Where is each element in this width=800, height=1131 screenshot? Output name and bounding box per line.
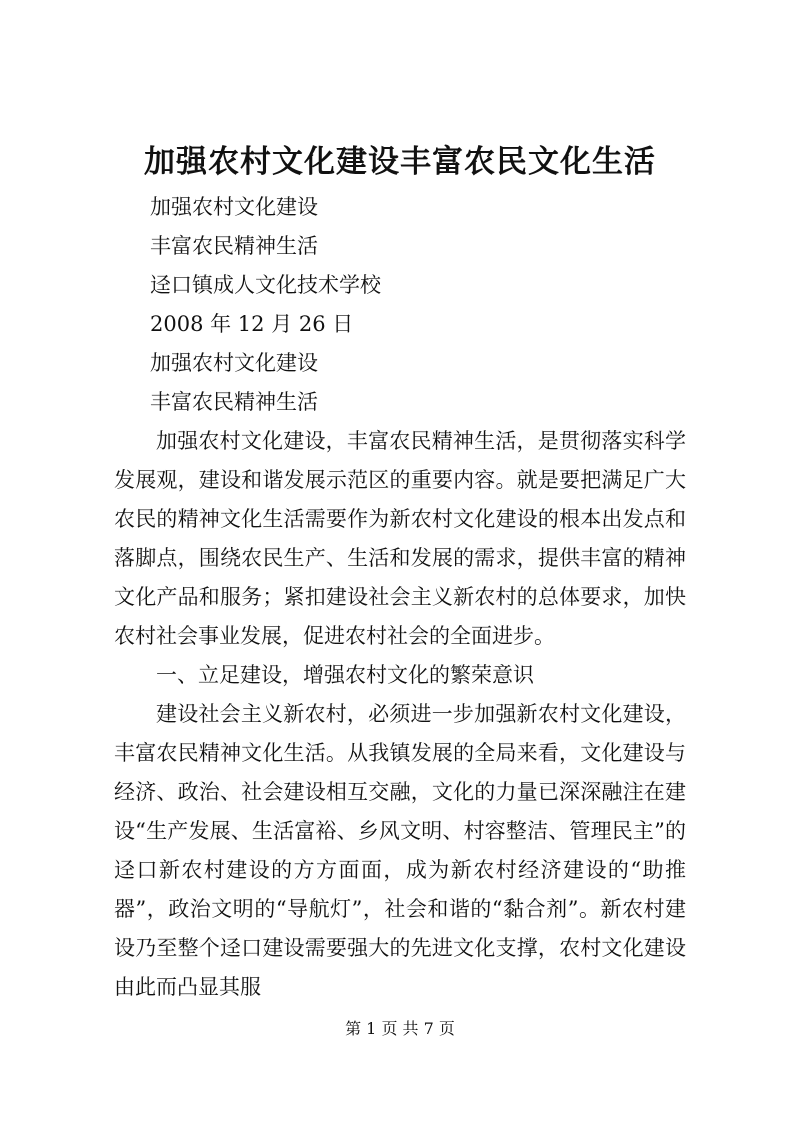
body-paragraph: 建设社会主义新农村，必须进一步加强新农村文化建设，丰富农民精神文化生活。从我镇发展的全局来看，文化建设与经济、政治、社会建设相互交融，文化的力量已深深融注在建设“生产发展、生活富裕、乡风文明、村容整洁、管理民主”的迳口新农村建设的方方面面，成为新农村经济建设的“助推器”，政治文明的“导航灯”，社会和谐的“黏合剂”。新农村建设乃至整个迳口建设需要强大的先进文化支撑，农村文化建设由此而凸显其服 [114,702,686,999]
document-body [114,188,686,1007]
subtitle-line: 加强农村文化建设 [150,351,318,375]
page-footer [0,1018,800,1040]
document-title: 加强农村文化建设丰富农民文化生活 [144,144,656,180]
date-line: 2008 年 12 月 26 日 [150,312,354,336]
author-line: 迳口镇成人文化技术学校 [150,273,381,297]
subtitle-line: 加强农村文化建设 [150,195,318,219]
subtitle-line: 丰富农民精神生活 [150,234,318,258]
subtitle-line: 丰富农民精神生活 [150,390,318,414]
section-heading: 一、立足建设，增强农村文化的繁荣意识 [156,663,534,687]
page-indicator: 第 1 页 共 7 页 [345,1019,455,1038]
body-paragraph: 加强农村文化建设，丰富农民精神生活，是贯彻落实科学发展观，建设和谐发展示范区的重要内容。就是要把满足广大农民的精神文化生活需要作为新农村文化建设的根本出发点和落脚点，围绕农民生产、生活和发展的需求，提供丰富的精神文化产品和服务；紧扣建设社会主义新农村的总体要求，加快农村社会事业发展，促进农村社会的全面进步。 [114,429,686,648]
